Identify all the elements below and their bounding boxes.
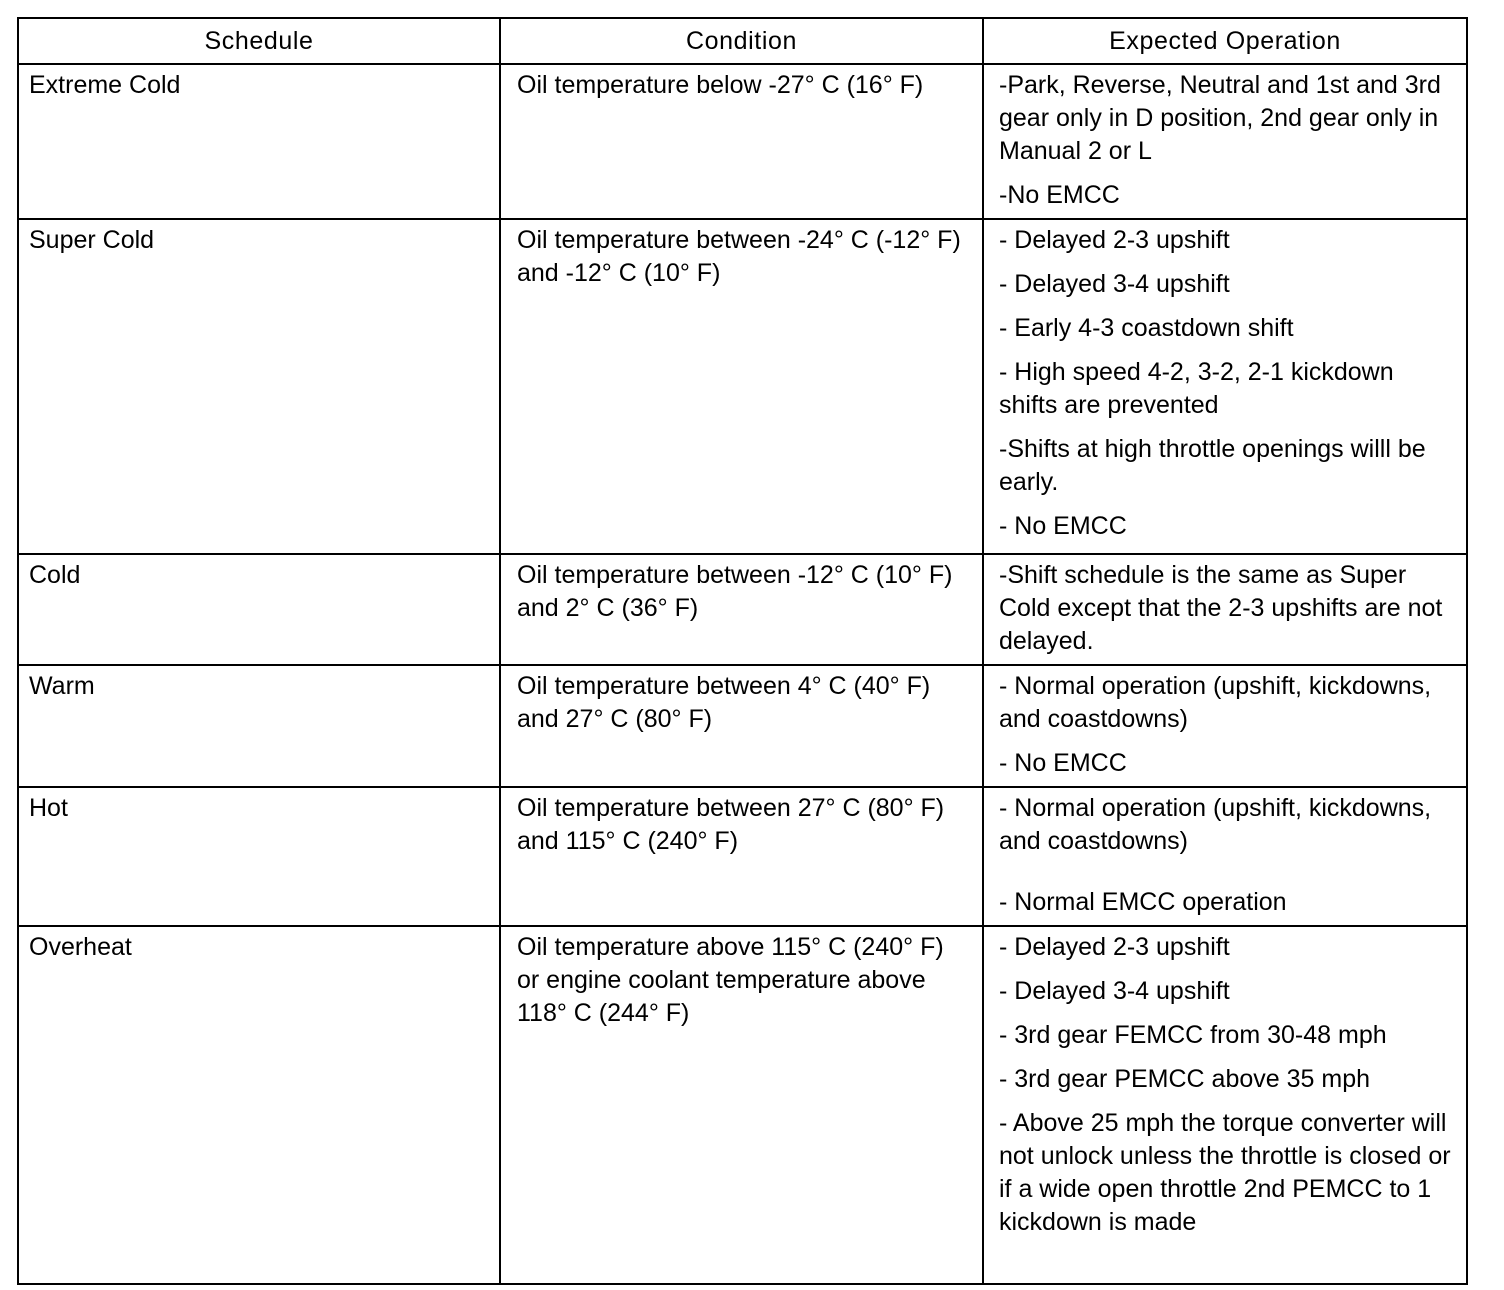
schedule-cell: Hot xyxy=(18,787,500,926)
condition-cell: Oil temperature between 4° C (40° F) and 27° C (80° F) xyxy=(500,665,983,787)
header-expected-operation: Expected Operation xyxy=(983,18,1467,64)
operation-item: - High speed 4-2, 3-2, 2-1 kickdown shifts are prevented xyxy=(999,358,1394,419)
operation-cell xyxy=(983,554,1467,665)
table-row xyxy=(18,219,1467,554)
operation-item: - Early 4-3 coastdown shift xyxy=(999,314,1294,342)
operation-item: -Shift schedule is the same as Super Cold except that the 2-3 upshifts are not delayed. xyxy=(999,561,1443,655)
operation-cell xyxy=(983,64,1467,219)
header-condition: Condition xyxy=(500,18,983,64)
operation-item: - Normal operation (upshift, kickdowns, and coastdowns) xyxy=(999,794,1432,855)
operation-item: -Park, Reverse, Neutral and 1st and 3rd gear only in D position, 2nd gear only in Manual 2 or L xyxy=(999,71,1441,165)
operation-item: -Shifts at high throttle openings willl be early. xyxy=(999,435,1426,496)
table-row xyxy=(18,665,1467,787)
operation-cell xyxy=(983,787,1467,926)
operation-item: - Delayed 2-3 upshift xyxy=(999,933,1230,961)
operation-item: - Above 25 mph the torque converter will not unlock unless the throttle is closed or if a wide open throttle 2nd PEMCC to 1 kickdown is made xyxy=(999,1109,1451,1236)
operation-item: - No EMCC xyxy=(999,749,1127,777)
table-row xyxy=(18,787,1467,926)
condition-cell: Oil temperature between -12° C (10° F) and 2° C (36° F) xyxy=(500,554,983,665)
operation-cell xyxy=(983,665,1467,787)
operation-item: - Delayed 3-4 upshift xyxy=(999,977,1230,1005)
operation-item: - No EMCC xyxy=(999,512,1127,540)
operation-item: - Delayed 3-4 upshift xyxy=(999,270,1230,298)
operation-item: - Normal operation (upshift, kickdowns, and coastdowns) xyxy=(999,672,1432,733)
table-row xyxy=(18,554,1467,665)
operation-item: - 3rd gear PEMCC above 35 mph xyxy=(999,1065,1371,1093)
table-row xyxy=(18,926,1467,1284)
header-schedule: Schedule xyxy=(18,18,500,64)
schedule-cell: Cold xyxy=(18,554,500,665)
schedule-table xyxy=(17,17,1468,1285)
operation-item: - Delayed 2-3 upshift xyxy=(999,226,1230,254)
schedule-cell: Super Cold xyxy=(18,219,500,554)
condition-cell: Oil temperature below -27° C (16° F) xyxy=(500,64,983,219)
condition-cell: Oil temperature between 27° C (80° F) and 115° C (240° F) xyxy=(500,787,983,926)
header-row xyxy=(18,18,1467,64)
schedule-cell: Extreme Cold xyxy=(18,64,500,219)
operation-item: - 3rd gear FEMCC from 30-48 mph xyxy=(999,1021,1387,1049)
operation-cell xyxy=(983,926,1467,1284)
condition-cell: Oil temperature between -24° C (-12° F) and -12° C (10° F) xyxy=(500,219,983,554)
schedule-cell: Overheat xyxy=(18,926,500,1284)
operation-cell xyxy=(983,219,1467,554)
operation-item: - Normal EMCC operation xyxy=(999,888,1287,916)
table-row xyxy=(18,64,1467,219)
condition-cell: Oil temperature above 115° C (240° F) or engine coolant temperature above 118° C (244° F) xyxy=(500,926,983,1284)
operation-item: -No EMCC xyxy=(999,181,1120,209)
schedule-cell: Warm xyxy=(18,665,500,787)
